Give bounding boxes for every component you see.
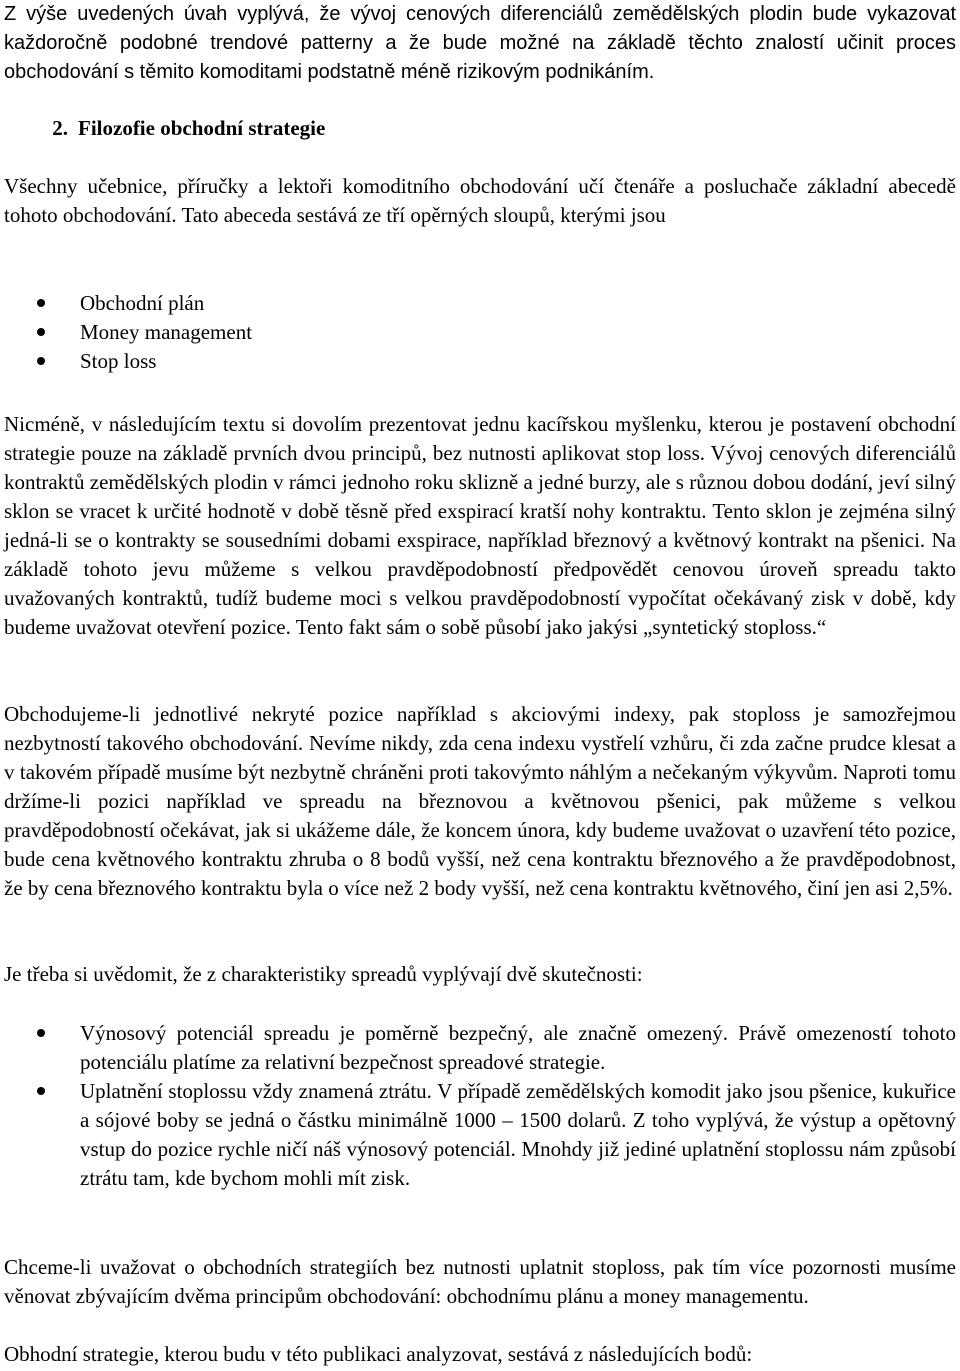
bullet-icon <box>37 328 45 336</box>
intro-paragraph: Z výše uvedených úvah vyplývá, že vývoj cenových diferenciálů zemědělských plodin bude vykazovat každoročně podobné trendové patterny a že bude možné na základě těchto znalostí učinit proces obchodování s těmito komoditami podstatně méně rizikovým podnikáním. <box>4 3 956 83</box>
section-number: 2. <box>52 116 68 140</box>
bullet-icon <box>37 357 45 365</box>
bullet-icon <box>37 1029 45 1037</box>
bullet-icon <box>37 299 45 307</box>
paragraph-conclusion: Chceme-li uvažovat o obchodních strategiích bez nutnosti uplatnit stoploss, pak tím více pozornosti musíme věnovat zbývajícím dvěma principům obchodování: obchodnímu plánu a money managementu. <box>4 1255 956 1308</box>
list-item: Obchodní plán <box>0 289 956 318</box>
list-item: Stop loss <box>0 347 956 376</box>
paragraph-synthetic-stoploss: Nicméně, v následujícím textu si dovolím prezentovat jednu kacířskou myšlenku, kterou je postavení obchodní strategie pouze na základě prvních dvou principů, bez nutnosti aplikovat stop loss. Vývoj cenových diferenciálů kontraktů zemědělských plodin v rámci jednoho roku sklizně a jedné burzy, ale s různou dobou dodání, jeví silný sklon se vracet k určité hodnotě v době těsně před exspirací kratší nohy kontraktu. Tento sklon je zejména silný jedná-li se o kontrakty se sousedními dobami exspirace, například březnový a květnový kontrakt na pšenici. Na základě tohoto jevu můžeme s velkou pravděpodobností předpovědět cenovou úroveň spreadu takto uvažovaných kontraktů, tudíž budeme moci s velkou pravděpodobností vypočítat očekávaný zisk v době, kdy budeme uvažovat otevření pozice. Tento fakt sám o sobě působí jako jakýsi „syntetický stoploss.“ <box>4 412 956 639</box>
paragraph-strategy-points-intro: Obhodní strategie, kterou budu v této publikaci analyzovat, sestává z následujících bodů: <box>4 1342 753 1366</box>
paragraph-index-vs-spread: Obchodujeme-li jednotlivé nekryté pozice například s akciovými indexy, pak stoploss je samozřejmou nezbytností takového obchodování. Nevíme nikdy, zda cena indexu vystřelí vzhůru, či zda začne prudce klesat a v takovém případě musíme být nezbytně chráněni proti takovýmto náhlým a nečekaným výkyvům. Naproti tomu držíme-li pozici například ve spreadu na březnovou a květnovou pšenici, pak můžeme s velkou pravděpodobností očekávat, jak si ukážeme dále, že koncem února, kdy budeme uvažovat o uzavření této pozice, bude cena květnového kontraktu zhruba o 8 bodů vyšší, než cena kontraktu březnového a že pravděpodobnost, že by cena březnového kontraktu byla o více než 2 body vyšší, než cena kontraktu květnového, činí jen asi 2,5%. <box>4 702 956 900</box>
section-heading <box>4 114 325 143</box>
pillars-list <box>0 289 956 376</box>
bullet-icon <box>37 1087 45 1095</box>
paragraph-two-facts-intro: Je třeba si uvědomit, že z charakteristiky spreadů vyplývají dvě skutečnosti: <box>4 962 643 986</box>
paragraph-pillars-intro: Všechny učebnice, příručky a lektoři komoditního obchodování učí čtenáře a posluchače základní abecedě tohoto obchodování. Tato abeceda sestává ze tří opěrných sloupů, kterými jsou <box>4 174 956 227</box>
list-item: Uplatnění stoplossu vždy znamená ztrátu. V případě zemědělských komodit jako jsou pšenice, kukuřice a sójové boby se jedná o částku minimálně 1000 – 1500 dolarů. Z toho vyplývá, že výstup a opětovný vstup do pozice rychle ničí náš výnosový potenciál. Mnohdy již jediné uplatnění stoplossu nám způsobí ztrátu tam, kde bychom mohli mít zisk. <box>0 1077 956 1193</box>
list-item: Money management <box>0 318 956 347</box>
section-title: Filozofie obchodní strategie <box>78 116 326 140</box>
facts-list <box>0 1019 956 1193</box>
list-item: Výnosový potenciál spreadu je poměrně bezpečný, ale značně omezený. Právě omezeností tohoto potenciálu platíme za relativní bezpečnost spreadové strategie. <box>0 1019 956 1077</box>
